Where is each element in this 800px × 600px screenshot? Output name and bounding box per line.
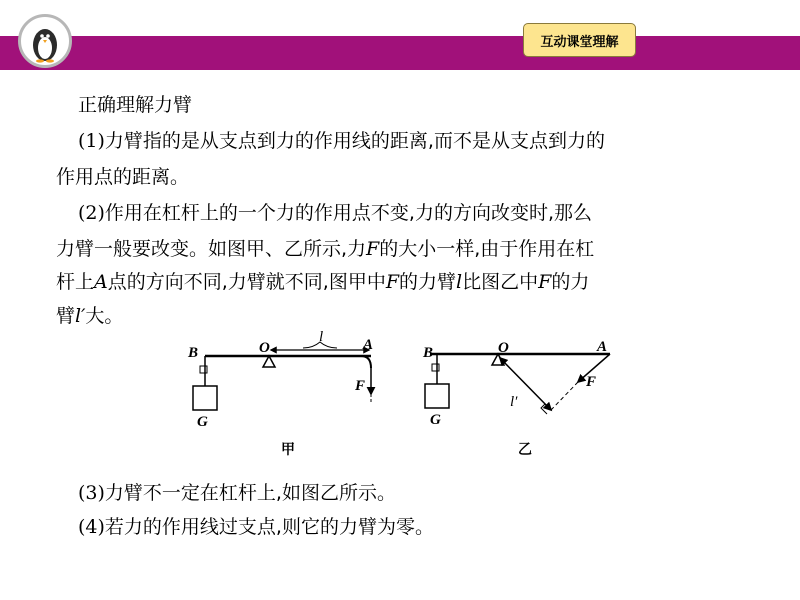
label-O-jia: O	[259, 340, 270, 356]
text: 的大小一样,由于作用在杠	[379, 238, 595, 260]
text: 力臂一般要改变。如图甲、乙所示,力	[56, 238, 367, 260]
paragraph-1-line-2	[56, 160, 189, 194]
text: 比图乙中	[462, 271, 539, 293]
paragraph-3	[78, 476, 396, 510]
label-G-yi: G	[430, 412, 441, 428]
symbol-F: F	[538, 271, 552, 293]
text: 的力	[551, 271, 590, 293]
paragraph-4	[78, 510, 434, 544]
lever-figure	[185, 330, 625, 465]
text: 作用在杠杆上的一个力的作用点不变,力的方向改变时,那么	[104, 202, 593, 224]
symbol-A: A	[94, 271, 108, 293]
heading-text: 正确理解力臂	[78, 94, 193, 116]
item-number: (2)	[78, 202, 105, 224]
text: 作用点的距离。	[56, 166, 190, 188]
paragraph-2-line-3	[56, 265, 589, 299]
text: 若力的作用线过支点,则它的力臂为零。	[104, 516, 434, 538]
item-number: (1)	[78, 130, 105, 152]
penguin-icon	[21, 17, 69, 65]
text: 大。	[85, 305, 124, 327]
label-F-yi: F	[586, 374, 597, 390]
caption-yi: 乙	[518, 442, 532, 458]
paragraph-2-line-1	[78, 196, 592, 230]
label-l-jia: l	[319, 330, 324, 345]
label-A-jia: A	[363, 337, 374, 353]
text: 杆上	[56, 271, 95, 293]
text: 力臂不一定在杠杆上,如图乙所示。	[104, 482, 396, 504]
section-badge: 互动课堂理解	[523, 23, 636, 57]
symbol-F: F	[366, 238, 380, 260]
section-heading	[78, 88, 192, 122]
text: 力臂指的是从支点到力的作用线的距离,而不是从支点到力的	[104, 130, 605, 152]
text: 点的方向不同,力臂就不同,图甲中	[107, 271, 386, 293]
symbol-F: F	[385, 271, 400, 293]
diagram-jia	[193, 342, 371, 410]
symbol-l: l	[456, 271, 463, 293]
label-A-yi: A	[597, 339, 608, 355]
header-banner	[0, 36, 800, 70]
label-G-jia: G	[197, 414, 208, 430]
label-B-yi: B	[423, 345, 434, 361]
text: 臂	[56, 305, 76, 327]
label-B-jia: B	[188, 345, 199, 361]
paragraph-1-line-1	[78, 124, 605, 158]
diagram-yi	[425, 354, 610, 414]
symbol-l-prime: l′	[75, 305, 86, 327]
item-number: (3)	[78, 482, 105, 504]
label-l-prime-yi: l′	[510, 394, 518, 410]
label-F-jia: F	[355, 378, 366, 394]
caption-jia: 甲	[281, 442, 295, 458]
paragraph-2-line-4	[56, 299, 123, 333]
text: 的力臂	[399, 271, 457, 293]
logo	[18, 14, 72, 68]
paragraph-2-line-2	[56, 232, 594, 266]
item-number: (4)	[78, 516, 105, 538]
label-O-yi: O	[498, 340, 509, 356]
